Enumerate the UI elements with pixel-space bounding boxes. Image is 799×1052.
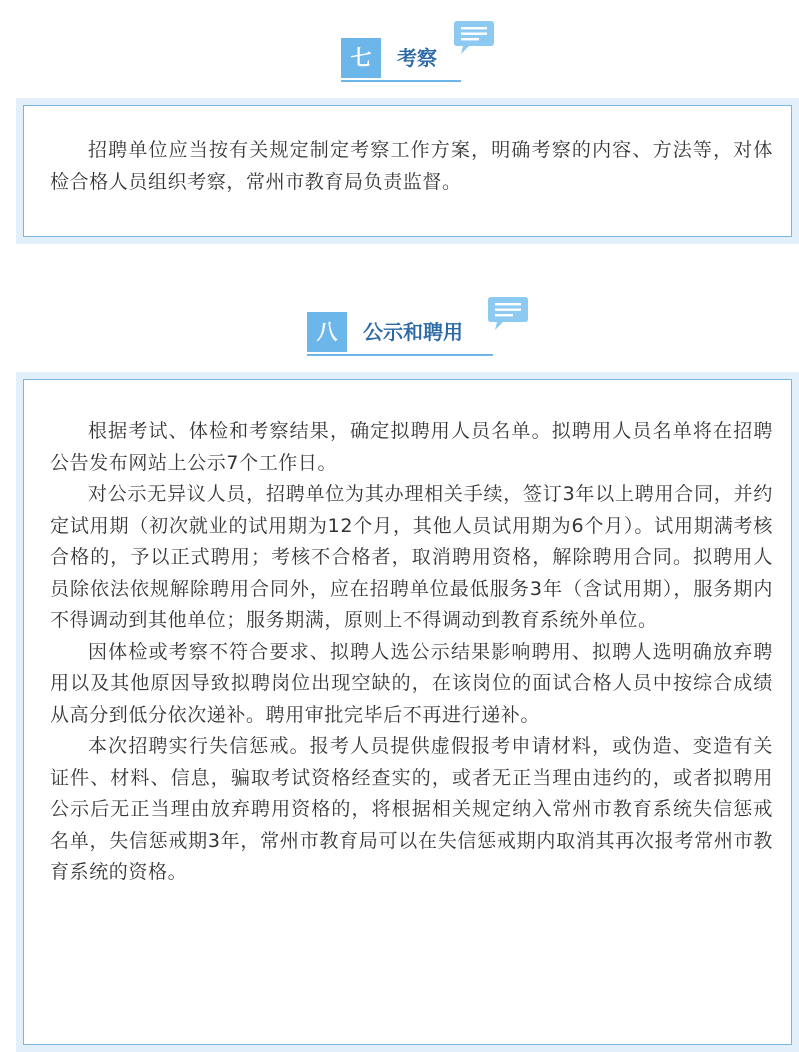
paragraph: 本次招聘实行失信惩戒。报考人员提供虚假报考申请材料，或伪造、变造有关证件、材料、信息，骗取考试资格经查实的，或者无正当理由违约的，或者拟聘用公示后无正当理由放弃聘用资格的，将根据相关规定纳入常州市教育系统失信惩戒名单，失信惩戒期3年，常州市教育局可以在失信惩戒期内取消其再次报考常州市教育系统的资格。 xyxy=(50,735,773,883)
heading-underline xyxy=(307,354,493,356)
section-title: 公示和聘用 xyxy=(363,320,463,344)
section-heading-8 xyxy=(307,312,493,360)
chat-bubble-icon xyxy=(453,18,495,58)
paragraph: 对公示无异议人员，招聘单位为其办理相关手续，签订3年以上聘用合同，并约定试用期（初次就业的试用期为12个月，其他人员试用期为6个月）。试用期满考核合格的，予以正式聘用；考核不合格者，取消聘用资格，解除聘用合同。拟聘用人员除依法依规解除聘用合同外，应在招聘单位最低服务3年（含试用期），服务期内不得调动到其他单位；服务期满，原则上不得调动到教育系统外单位。 xyxy=(50,483,773,631)
section-title: 考察 xyxy=(397,46,437,70)
content-box-inspection xyxy=(16,98,799,244)
section-heading-7 xyxy=(341,38,461,86)
content-box-publicity xyxy=(16,372,799,1052)
chat-bubble-icon xyxy=(487,294,529,334)
paragraph: 根据考试、体检和考察结果，确定拟聘用人员名单。拟聘用人员名单将在招聘公告发布网站上公示7个工作日。 xyxy=(50,420,773,474)
content-box-inner xyxy=(23,105,792,237)
paragraph: 招聘单位应当按有关规定制定考察工作方案，明确考察的内容、方法等，对体检合格人员组织考察，常州市教育局负责监督。 xyxy=(50,139,773,193)
content-box-inner xyxy=(23,379,792,1045)
section-number-badge: 八 xyxy=(307,312,347,352)
paragraph: 因体检或考察不符合要求、拟聘人选公示结果影响聘用、拟聘人选明确放弃聘用以及其他原因导致拟聘岗位出现空缺的，在该岗位的面试合格人员中按综合成绩从高分到低分依次递补。聘用审批完毕后不再进行递补。 xyxy=(50,640,773,726)
section-number-badge: 七 xyxy=(341,38,381,78)
heading-underline xyxy=(341,80,461,82)
